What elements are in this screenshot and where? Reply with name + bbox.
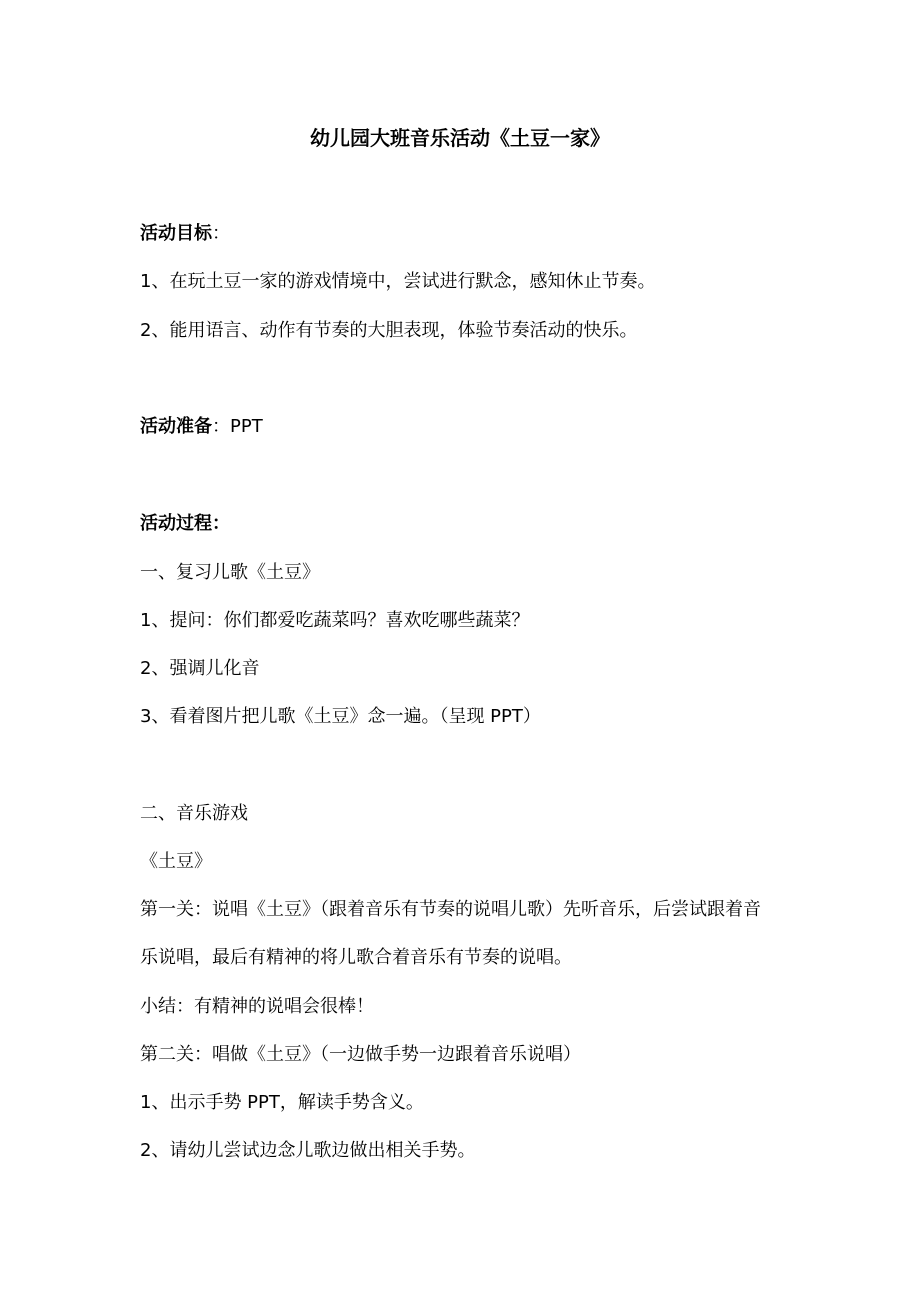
goal-item-1: 1、在玩土豆一家的游戏情境中，尝试进行默念，感知休止节奏。 (140, 271, 656, 292)
section-2-item-1: 1、出示手势 PPT，解读手势含义。 (140, 1092, 424, 1113)
section-1-item-2: 2、强调儿化音 (140, 658, 260, 679)
level-1-line-1: 第一关：说唱《土豆》（跟着音乐有节奏的说唱儿歌）先听音乐，后尝试跟着音 (140, 899, 761, 920)
process-heading: 活动过程： (140, 513, 230, 534)
document-title: 幼儿园大班音乐活动《土豆一家》 (310, 126, 610, 150)
goals-heading-colon: ： (212, 223, 230, 244)
summary-line: 小结：有精神的说唱会很棒！ (140, 996, 374, 1017)
preparation-value: PPT (230, 416, 263, 437)
level-1-line-2: 乐说唱，最后有精神的将儿歌合着音乐有节奏的说唱。 (140, 947, 572, 968)
preparation-heading: 活动准备 (140, 416, 212, 437)
preparation-colon: ： (212, 416, 230, 437)
section-2-subtitle: 《土豆》 (140, 851, 212, 872)
level-2-line: 第二关：唱做《土豆》（一边做手势一边跟着音乐说唱） (140, 1044, 581, 1065)
section-1-item-3: 3、看着图片把儿歌《土豆》念一遍。（呈现 PPT） (140, 706, 541, 727)
goals-heading: 活动目标 (140, 223, 212, 244)
goals-heading-line (140, 221, 230, 247)
section-2-title: 二、音乐游戏 (140, 803, 248, 824)
goal-item-2: 2、能用语言、动作有节奏的大胆表现，体验节奏活动的快乐。 (140, 320, 638, 341)
preparation-line (140, 414, 263, 440)
section-1-title: 一、复习儿歌《土豆》 (140, 562, 320, 583)
section-2-item-2: 2、请幼儿尝试边念儿歌边做出相关手势。 (140, 1140, 476, 1161)
section-1-item-1: 1、提问：你们都爱吃蔬菜吗？喜欢吃哪些蔬菜？ (140, 610, 530, 631)
